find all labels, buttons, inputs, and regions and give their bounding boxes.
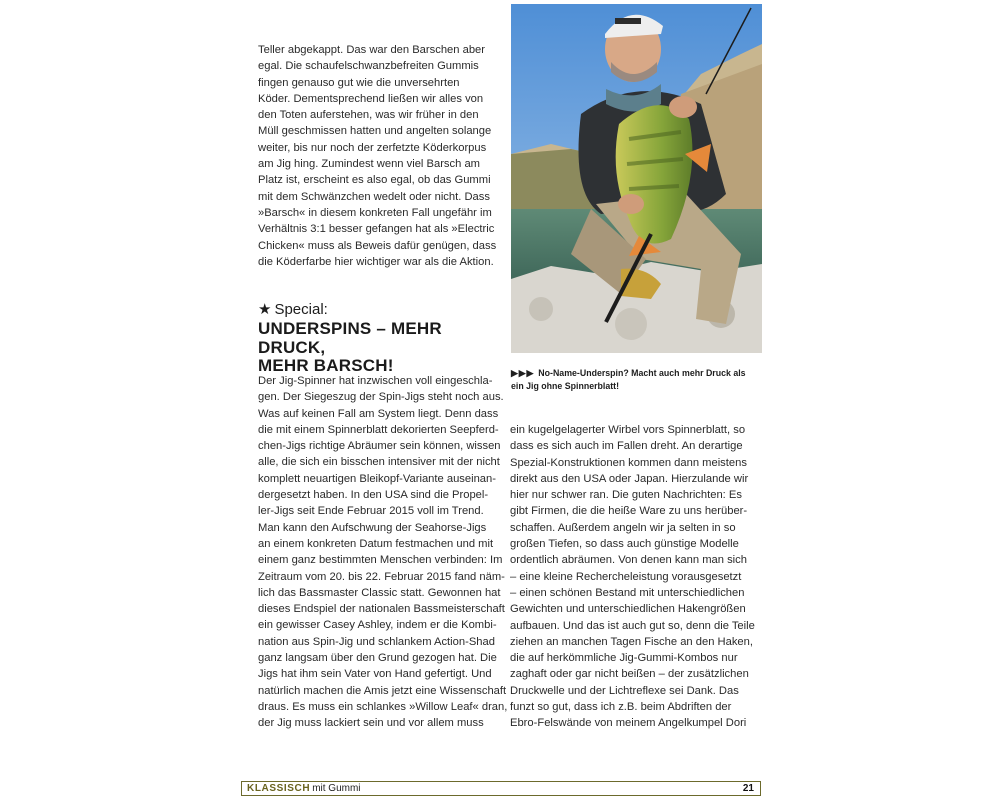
angler-with-perch-image	[511, 4, 762, 353]
text-line: Platz ist, erscheint es also egal, ob das Gummi	[258, 174, 491, 187]
text-line: ganz langsam über den Grund gezogen hat. Die	[258, 652, 497, 665]
text-line: funzt so gut, dass ich z.B. beim Abdriften der	[510, 701, 732, 714]
text-line: die auf herkömmliche Jig-Gummi-Kombos nur	[510, 652, 738, 665]
caption-line-2: ein Jig ohne Spinnerblatt!	[511, 380, 620, 391]
text-line: Gewichten und unterschiedlichen Hakengrößen	[510, 603, 746, 616]
headline-line-1: UNDERSPINS – MEHR DRUCK,	[258, 319, 442, 357]
section-tag-bold: KLASSISCH	[247, 783, 311, 794]
text-line: Man kann den Aufschwung der Seahorse-Jigs	[258, 521, 487, 534]
text-line: der Jig muss lackiert sein und vor allem muss	[258, 717, 484, 730]
text-line: schaffen. Außerdem angeln wir ja selten in so	[510, 521, 736, 534]
text-line: großen Tiefen, so dass auch günstige Modelle	[510, 538, 739, 551]
text-line: zaghaft oder gar nicht beißen – der zusätzlichen	[510, 668, 749, 681]
text-line: den Toten auferstehen, was wir früher in den	[258, 109, 479, 122]
caption-line-1: No-Name-Underspin? Macht auch mehr Druck als	[538, 368, 746, 378]
text-line: ziehen an manchen Tagen Fische an den Haken,	[510, 635, 753, 648]
text-line: hier nur schwer ran. Die guten Nachrichten: Es	[510, 489, 742, 502]
article-paragraph-1	[258, 42, 498, 270]
text-line: nation aus Spin-Jig und schlankem Action-Shad	[258, 635, 495, 648]
text-line: – einen schönen Bestand mit unterschiedlichen	[510, 586, 745, 599]
text-line: ein gewisser Casey Ashley, indem er die Kombi-	[258, 619, 497, 632]
text-line: Druckwelle und der Lichtreflexe sei Dank. Das	[510, 684, 739, 697]
text-line: »Barsch« in diesem konkreten Fall ungefähr im	[258, 206, 492, 219]
text-line: chen-Jigs richtige Abräumer sein können, wissen	[258, 440, 501, 453]
special-label	[258, 300, 328, 318]
text-line: natürlich machen die Amis jetzt eine Wissenschaft	[258, 684, 507, 697]
text-line: Was auf keinen Fall am System liegt. Denn dass	[258, 407, 499, 420]
page-number: 21	[742, 783, 754, 794]
text-line: gibt Firmen, die die heiße Ware zu uns herüber-	[510, 505, 748, 518]
text-line: draus. Es muss ein schlankes »Willow Leaf« dran,	[258, 700, 508, 713]
text-line: ler-Jigs seit Ende Februar 2015 voll im Trend.	[258, 505, 484, 518]
text-line: direkt aus den USA oder Japan. Hierzulande wir	[510, 472, 749, 485]
text-line: lich das Bassmaster Classic statt. Gewonnen hat	[258, 586, 501, 599]
text-line: ordentlich abräumen. Von denen kann man sich	[510, 554, 747, 567]
text-line: Spezial-Konstruktionen kommen dann meistens	[510, 456, 747, 469]
text-line: fingen genauso gut wie die unversehrten	[258, 76, 460, 89]
section-tag-light: mit Gummi	[312, 783, 361, 794]
text-line: Verhältnis 3:1 besser gefangen hat als »Electric	[258, 223, 495, 236]
text-line: an einem konkreten Datum festmachen und mit	[258, 537, 494, 550]
article-paragraph-2	[258, 373, 508, 732]
text-line: dieses Endspiel der nationalen Bassmeisterschaft	[258, 603, 505, 616]
article-paragraph-3	[510, 422, 760, 732]
star-icon: ★	[258, 301, 272, 318]
text-line: Ebro-Felswände von meinem Angelkumpel Dori	[510, 717, 747, 730]
text-line: Zeitraum vom 20. bis 22. Februar 2015 fand näm-	[258, 570, 505, 583]
angler-photo	[511, 4, 762, 353]
text-line: Chicken« muss als Beweis dafür genügen, dass	[258, 239, 497, 252]
text-line: dass es sich auch im Fallen dreht. An derartige	[510, 440, 743, 453]
text-line: die Köderfarbe hier wichtiger war als die Aktion.	[258, 255, 494, 268]
section-tag	[247, 783, 361, 795]
text-line: mit dem Schwänzchen wedelt oder nicht. Dass	[258, 190, 490, 203]
text-line: Der Jig-Spinner hat inzwischen voll eingeschla-	[258, 375, 493, 387]
text-line: ein kugelgelagerter Wirbel vors Spinnerblatt, so	[510, 424, 746, 436]
text-line: – eine kleine Rechercheleistung vorausgesetzt	[510, 570, 742, 583]
text-line: dergesetzt haben. In den USA sind die Propel-	[258, 489, 489, 502]
text-line: gen. Der Siegeszug der Spin-Jigs steht noch aus.	[258, 391, 504, 404]
text-line: am Jig hing. Zumindest wenn viel Barsch am	[258, 158, 480, 171]
page-footer	[241, 781, 761, 796]
text-line: egal. Die schaufelschwanzbefreiten Gummis	[258, 60, 479, 73]
text-line: alle, die sich ein bisschen intensiver mit der nicht	[258, 456, 500, 469]
text-line: die mit einem Spinnerblatt dekorierten Seepferd-	[258, 423, 499, 436]
text-line: aufbauen. Und das ist auch gut so, denn die Teile	[510, 619, 755, 632]
text-line: Teller abgekappt. Das war den Barschen aber	[258, 44, 485, 56]
text-line: einem ganz bestimmten Menschen verbinden: Im	[258, 554, 503, 567]
text-line: komplett neuartigen Bleikopf-Variante auseinan-	[258, 472, 496, 485]
text-line: Müll geschmissen hatten und angelten solange	[258, 125, 492, 138]
section-headline	[258, 320, 508, 376]
photo-caption	[511, 367, 761, 392]
special-label-text: Special:	[274, 301, 328, 318]
triple-arrow-icon: ▶▶▶	[511, 368, 535, 378]
text-line: Köder. Dementsprechend ließen wir alles von	[258, 92, 484, 105]
text-line: weiter, bis nur noch der zerfetzte Köderkorpus	[258, 141, 487, 154]
headline-line-2: MEHR BARSCH!	[258, 356, 394, 375]
text-line: Jigs hat ihm sein Vater von Hand gefertigt. Und	[258, 668, 492, 681]
